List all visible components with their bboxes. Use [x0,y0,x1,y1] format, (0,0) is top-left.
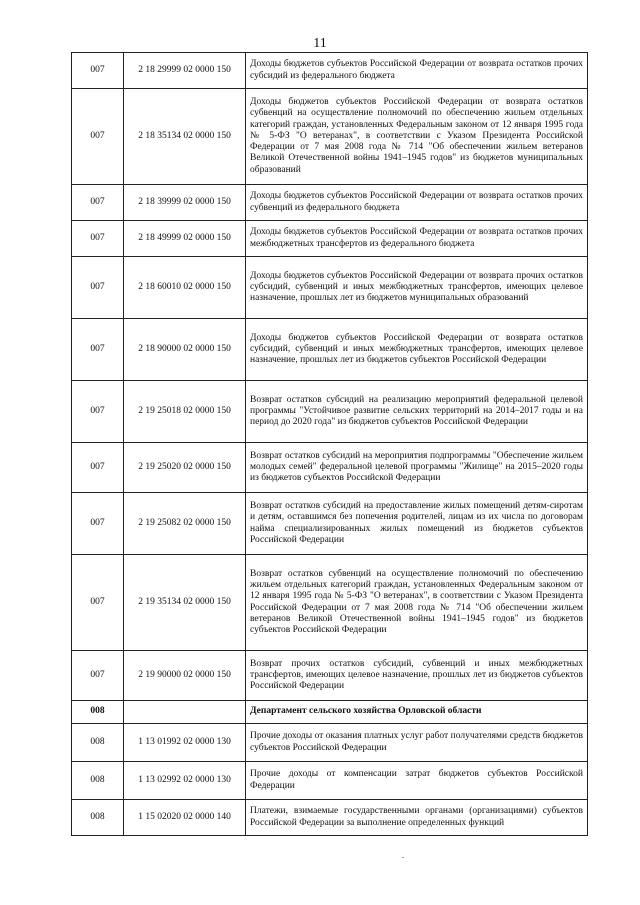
table-row [72,53,588,89]
admin-code-cell: 007 [72,555,124,651]
description-cell: Прочие доходы от компенсации затрат бюджетов субъектов Российской Федерации [246,762,588,800]
kbk-code-cell: 2 19 35134 02 0000 150 [124,555,246,651]
scan-speck [402,857,404,858]
kbk-code-cell: 1 15 02020 02 0000 140 [124,800,246,836]
table-row [72,185,588,221]
kbk-code-cell: 1 13 02992 02 0000 130 [124,762,246,800]
kbk-code-cell: 2 19 90000 02 0000 150 [124,651,246,701]
kbk-code-cell: 2 18 35134 02 0000 150 [124,89,246,185]
description-cell: Возврат остатков субсидий на мероприятия подпрограммы "Обеспечение жильем молодых семей" федеральной целевой программы "Жилище" на 2015–2020 годы из бюджетов субъектов Российской Федерации [246,443,588,493]
description-cell: Возврат остатков субсидий на реализацию мероприятий федеральной целевой программы "Устойчивое развитие сельских территорий на 2014–2017 годы и на период до 2020 года" из бюджетов субъектов Российской Федерации [246,381,588,443]
department-title-cell: Департамент сельского хозяйства Орловской области [246,701,588,724]
kbk-code-cell: 2 19 25082 02 0000 150 [124,493,246,555]
table-row [72,493,588,555]
kbk-code-cell: 2 19 25020 02 0000 150 [124,443,246,493]
page-number: 11 [313,36,327,51]
table-row [72,555,588,651]
admin-code-cell: 007 [72,221,124,257]
description-cell: Платежи, взимаемые государственными органами (организациями) субъектов Российской Федерации за выполнение определенных функций [246,800,588,836]
admin-code-cell: 007 [72,53,124,89]
admin-code-cell: 008 [72,800,124,836]
kbk-code-cell [124,701,246,724]
table-row [72,651,588,701]
table-row [72,89,588,185]
admin-code-cell: 007 [72,89,124,185]
kbk-code-cell: 1 13 01992 02 0000 130 [124,724,246,762]
admin-code-cell: 008 [72,701,124,724]
table-row [72,319,588,381]
table-row [72,257,588,319]
kbk-code-cell: 2 18 39999 02 0000 150 [124,185,246,221]
admin-code-cell: 007 [72,493,124,555]
table-row [72,724,588,762]
description-cell: Возврат остатков субвенций на осуществление полномочий по обеспечению жильем отдельных категорий граждан, установленных Федеральным законом от 12 января 1995 года № 5-ФЗ "О ветеранах", в соответствии с Указом Президента Российской Федерации от 7 мая 2008 года № 714 "Об обеспечении жильем ветеранов Великой Отечественной войны 1941–1945 годов" из бюджетов субъектов Российской Федерации [246,555,588,651]
kbk-code-cell: 2 18 90000 02 0000 150 [124,319,246,381]
admin-code-cell: 007 [72,257,124,319]
table-row [72,762,588,800]
kbk-code-cell: 2 18 29999 02 0000 150 [124,53,246,89]
description-cell: Доходы бюджетов субъектов Российской Федерации от возврата остатков прочих межбюджетных трансфертов из федерального бюджета [246,221,588,257]
table-row [72,221,588,257]
table-row [72,800,588,836]
revenue-code-table [71,52,588,836]
description-cell: Возврат прочих остатков субсидий, субвенций и иных межбюджетных трансфертов, имеющих целевое назначение, прошлых лет из бюджетов субъектов Российской Федерации [246,651,588,701]
admin-code-cell: 008 [72,724,124,762]
admin-code-cell: 007 [72,319,124,381]
admin-code-cell: 008 [72,762,124,800]
description-cell: Доходы бюджетов субъектов Российской Федерации от возврата остатков субвенций на осуществление полномочий по обеспечению жильем отдельных категорий граждан, установленных Федеральным законом от 12 января 1995 года № 5-ФЗ "О ветеранах", в соответствии с Указом Президента Российской Федерации от 7 мая 2008 года № 714 "Об обеспечении жильем ветеранов Великой Отечественной войны 1941–1945 годов" из бюджетов муниципальных образований [246,89,588,185]
admin-code-cell: 007 [72,185,124,221]
admin-code-cell: 007 [72,443,124,493]
description-cell: Доходы бюджетов субъектов Российской Федерации от возврата остатков субсидий, субвенций и иных межбюджетных трансфертов, имеющих целевое назначение, прошлых лет из бюджетов субъектов Российской Федерации [246,319,588,381]
section-header-row [72,701,588,724]
admin-code-cell: 007 [72,381,124,443]
description-cell: Доходы бюджетов субъектов Российской Федерации от возврата остатков прочих субвенций из федерального бюджета [246,185,588,221]
description-cell: Доходы бюджетов субъектов Российской Федерации от возврата остатков прочих субсидий из федерального бюджета [246,53,588,89]
kbk-code-cell: 2 18 49999 02 0000 150 [124,221,246,257]
description-cell: Возврат остатков субсидий на предоставление жилых помещений детям-сиротам и детям, оставшимся без попечения родителей, лицам из их числа по договорам найма специализированных жилых помещений из бюджетов субъектов Российской Федерации [246,493,588,555]
kbk-code-cell: 2 19 25018 02 0000 150 [124,381,246,443]
table-row [72,443,588,493]
description-cell: Прочие доходы от оказания платных услуг работ получателями средств бюджетов субъектов Российской Федерации [246,724,588,762]
table-row [72,381,588,443]
kbk-code-cell: 2 18 60010 02 0000 150 [124,257,246,319]
description-cell: Доходы бюджетов субъектов Российской Федерации от возврата прочих остатков субсидий, субвенций и иных межбюджетных трансфертов, имеющих целевое назначение, прошлых лет из бюджетов муниципальных образований [246,257,588,319]
admin-code-cell: 007 [72,651,124,701]
